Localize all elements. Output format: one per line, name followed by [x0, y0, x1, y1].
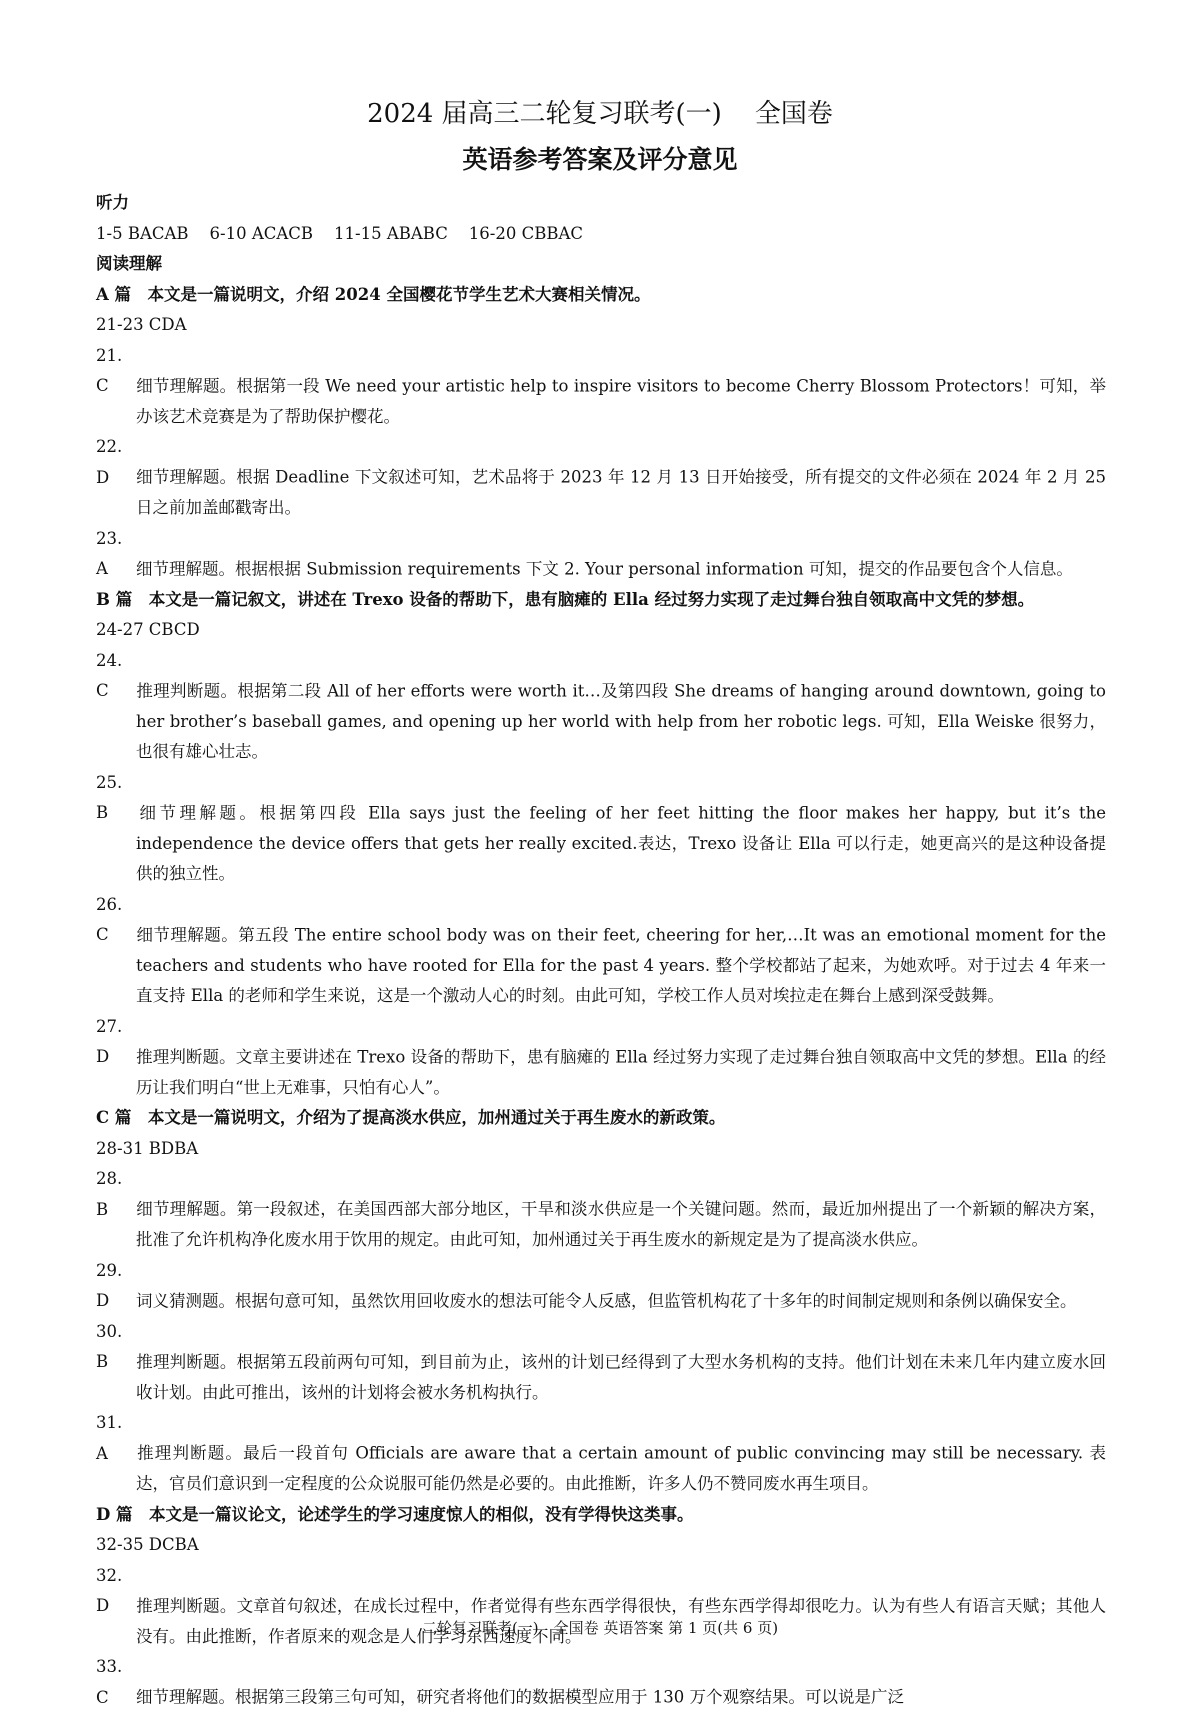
- listening-answers: 1-5 BACAB 6-10 ACACB 11-15 ABABC 16-20 CBBAC: [96, 219, 1106, 250]
- answer-number: 27. D: [96, 1012, 136, 1073]
- answer-number: 29. D: [96, 1256, 136, 1317]
- page-title: 2024 届高三二轮复习联考(一) 全国卷: [0, 96, 1200, 132]
- answer-number: 28. B: [96, 1164, 136, 1225]
- answer-item: [96, 1256, 1106, 1317]
- answer-item: [96, 1317, 1106, 1409]
- answer-number: 33. C: [96, 1652, 136, 1713]
- reading-heading: 阅读理解: [96, 249, 1106, 280]
- answer-explanation: 推理判断题。根据第二段 All of her efforts were worth it…及第四段 She dreams of hanging around downtown, going to her brother’s baseball games, and opening up her world with help from her robotic legs. 可知，Ella Weiske 很努力，也很有雄心壮志。: [136, 681, 1106, 761]
- passage-heading: B 篇 本文是一篇记叙文，讲述在 Trexo 设备的帮助下，患有脑瘫的 Ella 经过努力实现了走过舞台独自领取高中文凭的梦想。: [96, 585, 1106, 616]
- answer-item: [96, 768, 1106, 890]
- answer-explanation: 细节理解题。根据第四段 Ella says just the feeling of her feet hitting the floor makes her happy, but it’s the independence the device offers that gets her really excited.表达，Trexo 设备让 Ella 可以行走，她更高兴的是这种设备提供的独立性。: [136, 803, 1106, 883]
- answer-explanation: 推理判断题。文章主要讲述在 Trexo 设备的帮助下，患有脑瘫的 Ella 经过努力实现了走过舞台独自领取高中文凭的梦想。Ella 的经历让我们明白“世上无难事，只怕有心人”。: [136, 1047, 1106, 1097]
- answer-explanation: 词义猜测题。根据句意可知，虽然饮用回收废水的想法可能令人反感，但监管机构花了十多年的时间制定规则和条例以确保安全。: [136, 1291, 1077, 1310]
- passage-answers: 21-23 CDA: [96, 310, 1106, 341]
- answer-number: 24. C: [96, 646, 136, 707]
- answer-content: [96, 188, 1106, 1713]
- answer-explanation: 细节理解题。根据根据 Submission requirements 下文 2. Your personal information 可知，提交的作品要包含个人信息。: [136, 559, 1073, 578]
- answer-explanation: 细节理解题。第一段叙述，在美国西部大部分地区，干旱和淡水供应是一个关键问题。然而，最近加州提出了一个新颖的解决方案，批准了允许机构净化废水用于饮用的规定。由此可知，加州通过关于再生废水的新规定是为了提高淡水供应。: [136, 1200, 1106, 1250]
- answer-number: 23. A: [96, 524, 136, 585]
- answer-number: 26. C: [96, 890, 136, 951]
- answer-item: [96, 1652, 1106, 1713]
- answer-item: [96, 341, 1106, 433]
- answer-item: [96, 1408, 1106, 1500]
- answer-item: [96, 524, 1106, 585]
- passage-heading: D 篇 本文是一篇议论文，论述学生的学习速度惊人的相似，没有学得快这类事。: [96, 1500, 1106, 1531]
- answer-explanation: 推理判断题。文章首句叙述，在成长过程中，作者觉得有些东西学得很快，有些东西学得却很吃力。认为有些人有语言天赋；其他人没有。由此推断，作者原来的观念是人们学习东西速度不同。: [136, 1596, 1106, 1646]
- passage-heading: C 篇 本文是一篇说明文，介绍为了提高淡水供应，加州通过关于再生废水的新政策。: [96, 1103, 1106, 1134]
- answer-item: [96, 1012, 1106, 1104]
- passage-answers: 32-35 DCBA: [96, 1530, 1106, 1561]
- answer-item: [96, 890, 1106, 1012]
- passage-answers: 28-31 BDBA: [96, 1134, 1106, 1165]
- answer-item: [96, 1164, 1106, 1256]
- answer-number: 25. B: [96, 768, 136, 829]
- passage-heading: A 篇 本文是一篇说明文，介绍 2024 全国樱花节学生艺术大赛相关情况。: [96, 280, 1106, 311]
- answer-number: 31. A: [96, 1408, 136, 1469]
- listening-heading: 听力: [96, 188, 1106, 219]
- answer-explanation: 细节理解题。根据第三段第三句可知，研究者将他们的数据模型应用于 130 万个观察结果。可以说是广泛: [136, 1688, 904, 1707]
- answer-number: 22. D: [96, 432, 136, 493]
- page-footer: 二轮复习联考(一) 全国卷 英语答案 第 1 页(共 6 页): [0, 1617, 1200, 1639]
- answer-explanation: 细节理解题。根据 Deadline 下文叙述可知，艺术品将于 2023 年 12 月 13 日开始接受，所有提交的文件必须在 2024 年 2 月 25 日之前加盖邮戳寄出。: [136, 468, 1106, 518]
- answer-explanation: 推理判断题。最后一段首句 Officials are aware that a certain amount of public convincing may still be necessary. 表达，官员们意识到一定程度的公众说服可能仍然是必要的。由此推断，许多人仍不赞同废水再生项目。: [136, 1444, 1106, 1494]
- answer-explanation: 细节理解题。根据第一段 We need your artistic help to inspire visitors to become Cherry Blossom Protectors！可知，举办该艺术竞赛是为了帮助保护樱花。: [136, 376, 1106, 426]
- page-subtitle: 英语参考答案及评分意见: [0, 142, 1200, 178]
- answer-number: 30. B: [96, 1317, 136, 1378]
- answer-explanation: 推理判断题。根据第五段前两句可知，到目前为止，该州的计划已经得到了大型水务机构的支持。他们计划在未来几年内建立废水回收计划。由此可推出，该州的计划将会被水务机构执行。: [136, 1352, 1106, 1402]
- answer-number: 21. C: [96, 341, 136, 402]
- answer-number: 32. D: [96, 1561, 136, 1622]
- answer-explanation: 细节理解题。第五段 The entire school body was on their feet, cheering for her,…It was an emotional moment for the teachers and students who have rooted for Ella for the past 4 years. 整个学校都站了起来，为她欢呼。对于过去 4 年来一直支持 Ella 的老师和学生来说，这是一个激动人心的时刻。由此可知，学校工作人员对埃拉走在舞台上感到深受鼓舞。: [136, 925, 1106, 1005]
- answer-item: [96, 432, 1106, 524]
- reading-passages: [96, 280, 1106, 1713]
- answer-item: [96, 646, 1106, 768]
- passage-answers: 24-27 CBCD: [96, 615, 1106, 646]
